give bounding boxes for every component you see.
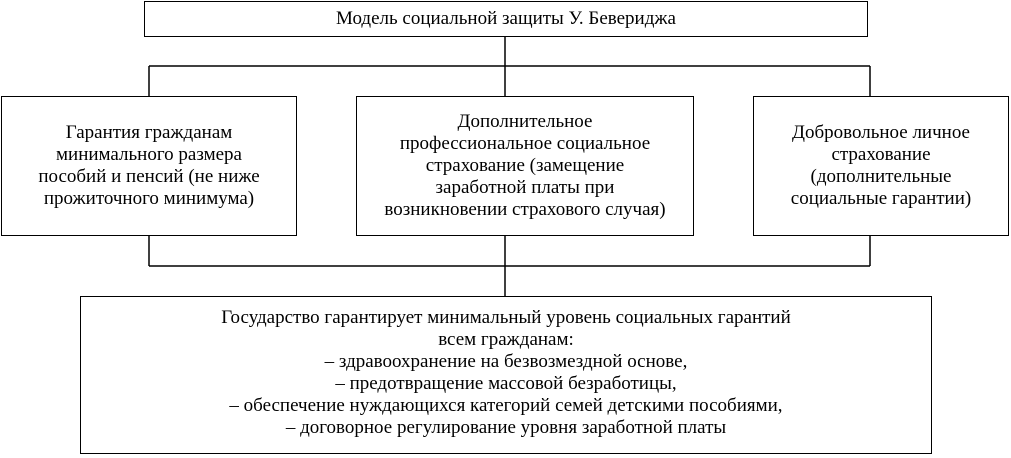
text-line: страхование (замещение (425, 155, 625, 176)
guarantee-minimum-benefits-box (1, 96, 297, 236)
text-line: заработной платы при (435, 177, 615, 198)
text-line: социальные гарантии) (790, 188, 972, 209)
list-item: – предотвращение массовой безработицы, (335, 373, 677, 394)
text-line: страхование (831, 144, 931, 165)
model-title: Модель социальной защиты У. Бевериджа (336, 8, 676, 29)
text-line: всем гражданам: (438, 329, 574, 350)
text-line: прожиточного минимума) (43, 188, 255, 209)
professional-insurance-text (384, 111, 665, 221)
text-line: Гарантия гражданам (65, 122, 233, 143)
text-line: Добровольное личное (792, 122, 970, 143)
professional-insurance-box (356, 96, 694, 236)
text-line: (дополнительные (810, 166, 952, 187)
state-guarantees-text (221, 307, 791, 439)
list-item: – договорное регулирование уровня заработной платы (285, 417, 727, 438)
list-item: – здравоохранение на безвозмездной основе, (324, 351, 688, 372)
text-line: Дополнительное (457, 111, 593, 132)
text-line: минимального размера (56, 144, 242, 165)
text-line: профессиональное социальное (399, 133, 651, 154)
state-guarantees-box (80, 296, 932, 454)
list-item: – обеспечение нуждающихся категорий семей детскими пособиями, (229, 395, 783, 416)
voluntary-insurance-box (753, 96, 1009, 236)
guarantee-minimum-benefits-text (38, 122, 259, 210)
text-line: пособий и пенсий (не ниже (38, 166, 260, 187)
model-title-box (144, 1, 868, 37)
text-line: возникновении страхового случая) (384, 199, 666, 220)
text-line: Государство гарантирует минимальный уровень социальных гарантий (221, 307, 791, 328)
voluntary-insurance-text (791, 122, 971, 210)
